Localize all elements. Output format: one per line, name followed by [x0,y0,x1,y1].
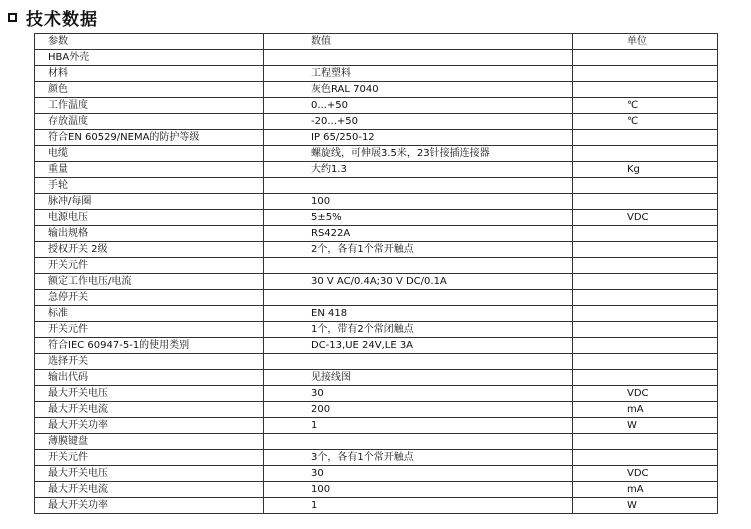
unit-cell: mA [573,482,718,498]
table-row [35,242,718,258]
header-value: 数值 [264,34,573,50]
param-cell: HBA外壳 [35,50,264,66]
param-cell: 授权开关 2级 [35,242,264,258]
param-cell: 最大开关电压 [35,466,264,482]
table-row [35,322,718,338]
unit-cell: ℃ [573,98,718,114]
param-cell: 最大开关电压 [35,386,264,402]
value-cell: 30 [264,386,573,402]
unit-cell [573,370,718,386]
table-row [35,290,718,306]
unit-cell [573,322,718,338]
value-cell: 30 [264,466,573,482]
unit-cell [573,338,718,354]
table-row [35,306,718,322]
value-cell [264,258,573,274]
param-cell: 最大开关电流 [35,482,264,498]
unit-cell [573,50,718,66]
table-row [35,226,718,242]
table-row [35,418,718,434]
param-cell: 存放温度 [35,114,264,130]
param-cell: 工作温度 [35,98,264,114]
value-cell [264,290,573,306]
param-cell: 开关元件 [35,258,264,274]
table-row [35,130,718,146]
value-cell: 200 [264,402,573,418]
table-row [35,210,718,226]
value-cell: 2个，各有1个常开触点 [264,242,573,258]
value-cell: 灰色RAL 7040 [264,82,573,98]
param-cell: 电缆 [35,146,264,162]
value-cell [264,434,573,450]
section-title [8,5,98,29]
header-unit: 单位 [573,34,718,50]
param-cell: 额定工作电压/电流 [35,274,264,290]
table-row [35,178,718,194]
value-cell: 5±5% [264,210,573,226]
table-row [35,402,718,418]
unit-cell [573,354,718,370]
table-row [35,114,718,130]
square-bullet-icon [8,13,17,22]
unit-cell [573,82,718,98]
unit-cell [573,146,718,162]
value-cell [264,178,573,194]
table-row [35,370,718,386]
value-cell: EN 418 [264,306,573,322]
table-row [35,338,718,354]
unit-cell: VDC [573,386,718,402]
unit-cell [573,178,718,194]
value-cell: 螺旋线，可伸展3.5米，23针接插连接器 [264,146,573,162]
value-cell: -20...+50 [264,114,573,130]
value-cell: 大约1.3 [264,162,573,178]
param-cell: 输出代码 [35,370,264,386]
unit-cell: VDC [573,466,718,482]
unit-cell [573,450,718,466]
table-row [35,146,718,162]
table-row [35,98,718,114]
param-cell: 急停开关 [35,290,264,306]
table-row [35,82,718,98]
param-cell: 开关元件 [35,322,264,338]
table-row [35,386,718,402]
unit-cell [573,306,718,322]
unit-cell [573,226,718,242]
unit-cell: mA [573,402,718,418]
param-cell: 开关元件 [35,450,264,466]
param-cell: 颜色 [35,82,264,98]
header-param: 参数 [35,34,264,50]
unit-cell [573,290,718,306]
param-cell: 薄膜键盘 [35,434,264,450]
table-row [35,194,718,210]
value-cell: 3个，各有1个常开触点 [264,450,573,466]
unit-cell [573,66,718,82]
param-cell: 电源电压 [35,210,264,226]
unit-cell: Kg [573,162,718,178]
param-cell: 标准 [35,306,264,322]
unit-cell [573,194,718,210]
param-cell: 脉冲/每圈 [35,194,264,210]
unit-cell: ℃ [573,114,718,130]
table-row [35,434,718,450]
value-cell: RS422A [264,226,573,242]
value-cell: 见接线图 [264,370,573,386]
param-cell: 符合EN 60529/NEMA的防护等级 [35,130,264,146]
table-row [35,258,718,274]
table-header-row [35,34,718,50]
value-cell [264,50,573,66]
value-cell: 100 [264,482,573,498]
table-row [35,482,718,498]
param-cell: 选择开关 [35,354,264,370]
unit-cell: W [573,498,718,514]
table-row [35,466,718,482]
unit-cell [573,130,718,146]
value-cell: 1 [264,498,573,514]
spec-table-body [35,34,718,514]
param-cell: 最大开关电流 [35,402,264,418]
value-cell: IP 65/250-12 [264,130,573,146]
param-cell: 符合IEC 60947-5-1的使用类别 [35,338,264,354]
value-cell: 1个，带有2个常闭触点 [264,322,573,338]
unit-cell [573,274,718,290]
unit-cell [573,242,718,258]
value-cell: 工程塑料 [264,66,573,82]
param-cell: 最大开关功率 [35,418,264,434]
table-row [35,162,718,178]
unit-cell: W [573,418,718,434]
value-cell: DC-13,UE 24V,LE 3A [264,338,573,354]
value-cell: 1 [264,418,573,434]
param-cell: 最大开关功率 [35,498,264,514]
section-title-text: 技术数据 [26,9,98,30]
value-cell: 100 [264,194,573,210]
value-cell [264,354,573,370]
value-cell: 30 V AC/0.4A;30 V DC/0.1A [264,274,573,290]
param-cell: 手轮 [35,178,264,194]
param-cell: 材料 [35,66,264,82]
value-cell: 0...+50 [264,98,573,114]
param-cell: 重量 [35,162,264,178]
unit-cell [573,434,718,450]
param-cell: 输出规格 [35,226,264,242]
table-row [35,498,718,514]
spec-table [34,33,718,514]
table-row [35,274,718,290]
unit-cell: VDC [573,210,718,226]
unit-cell [573,258,718,274]
table-row [35,354,718,370]
table-row [35,450,718,466]
table-row [35,50,718,66]
table-row [35,66,718,82]
